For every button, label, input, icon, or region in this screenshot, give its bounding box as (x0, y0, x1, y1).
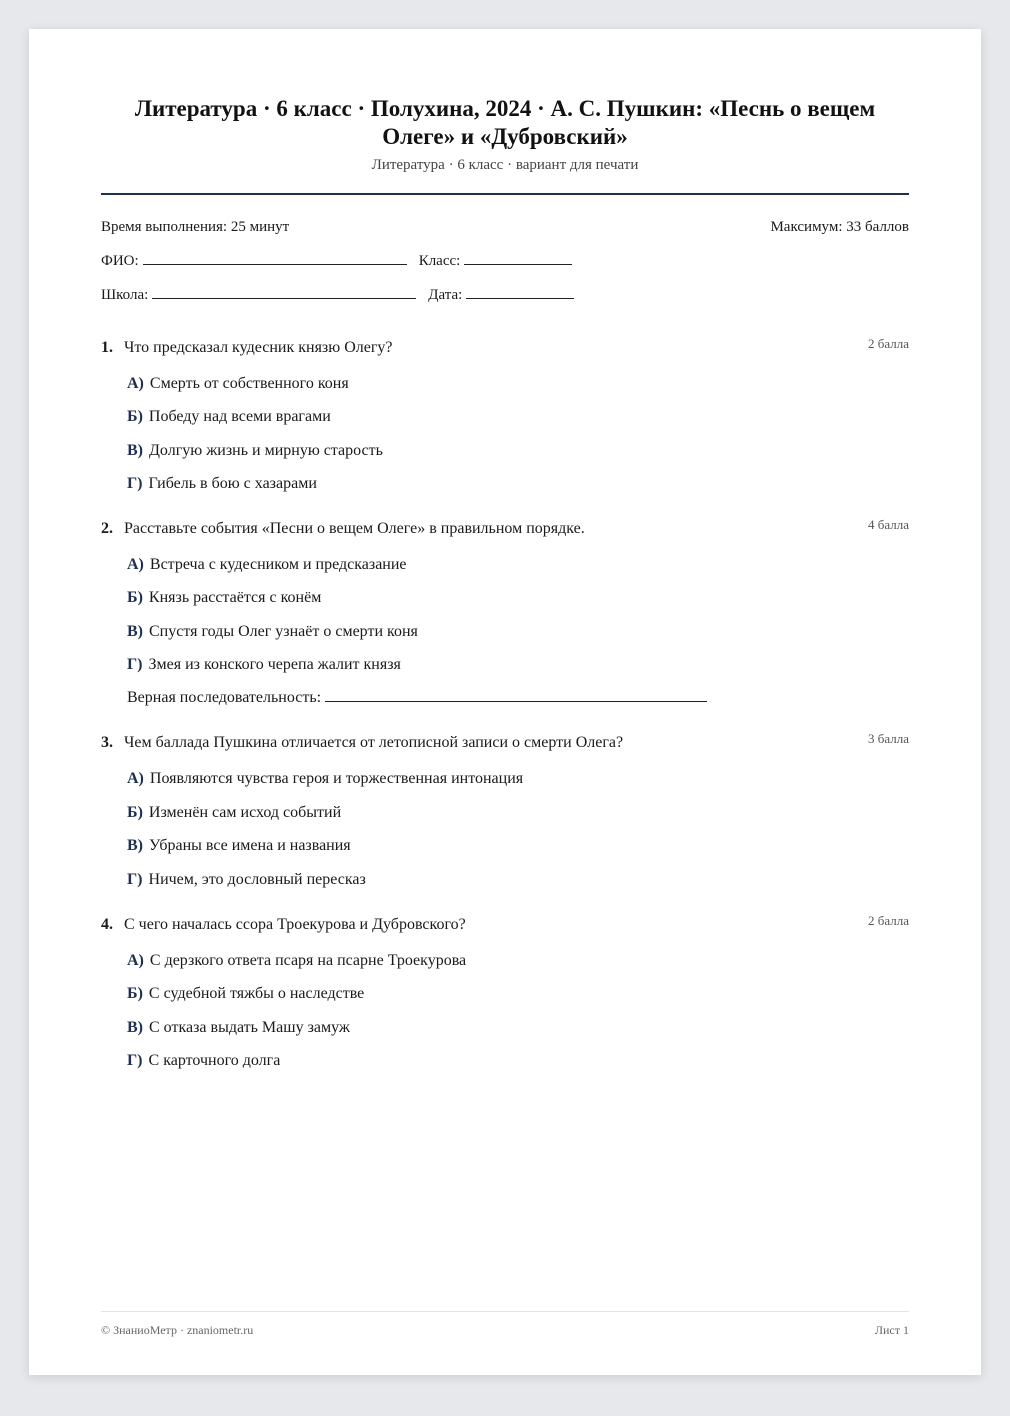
option-letter: В) (127, 1019, 143, 1036)
footer-copyright: © ЗнаниоМетр · znaniometr.ru (101, 1323, 254, 1337)
option-text: Смерть от собственного коня (149, 375, 349, 392)
option-letter: Б) (127, 589, 143, 606)
header-divider (101, 193, 909, 195)
option-text: Ничем, это дословный пересказ (148, 871, 366, 888)
question-points: 4 балла (868, 517, 909, 532)
date-field[interactable] (466, 297, 574, 299)
option-letter: Б) (127, 985, 143, 1002)
question-header (101, 519, 909, 539)
question-text: Расставьте события «Песни о вещем Олеге» в правильном порядке. (124, 520, 585, 537)
question-header (101, 915, 909, 935)
option-letter: Г) (127, 871, 143, 888)
question-number: 3. (101, 734, 113, 751)
option-a[interactable] (127, 951, 466, 971)
sequence-answer-row (127, 689, 719, 707)
option-letter: А) (127, 952, 144, 969)
option-c[interactable] (127, 441, 383, 461)
question-4 (101, 913, 909, 1069)
option-text: Встреча с кудесником и предсказание (149, 556, 407, 573)
question-1 (101, 336, 909, 492)
question-number: 2. (101, 520, 113, 537)
option-letter: Б) (127, 804, 143, 821)
option-letter: В) (127, 442, 143, 459)
time-limit: Время выполнения: 25 минут (101, 219, 290, 235)
question-points: 3 балла (868, 731, 909, 746)
option-text: Победу над всеми врагами (148, 408, 331, 425)
option-text: Долгую жизнь и мирную старость (149, 442, 383, 459)
option-b[interactable] (127, 407, 331, 427)
option-letter: Г) (127, 1052, 143, 1069)
question-points: 2 балла (868, 913, 909, 928)
footer-divider (101, 1311, 909, 1312)
option-letter: Г) (127, 475, 143, 492)
option-c[interactable] (127, 836, 351, 856)
option-letter: В) (127, 837, 143, 854)
option-text: С карточного долга (148, 1052, 281, 1069)
meta-row (101, 219, 909, 236)
question-3 (101, 731, 909, 888)
option-d[interactable] (127, 655, 401, 675)
option-text: Убраны все имена и названия (149, 837, 351, 854)
option-text: Изменён сам исход событий (148, 804, 342, 821)
question-number: 4. (101, 916, 113, 933)
sequence-label: Верная последовательность: (127, 689, 322, 706)
class-label: Класс: (418, 253, 461, 269)
question-text: С чего началась ссора Троекурова и Дубровского? (124, 916, 466, 933)
option-d[interactable] (127, 474, 317, 494)
fio-class-row (101, 253, 584, 270)
option-letter: А) (127, 375, 144, 392)
question-header (101, 733, 909, 753)
school-date-row (101, 287, 586, 304)
max-score: Максимум: 33 баллов (770, 219, 909, 235)
date-label: Дата: (428, 287, 463, 303)
question-2 (101, 517, 909, 706)
sequence-answer-field[interactable] (325, 700, 707, 702)
option-d[interactable] (127, 870, 366, 890)
option-b[interactable] (127, 984, 364, 1004)
page-title: Литература · 6 класс · Полухина, 2024 · А. С. Пушкин: «Песнь о вещем Олеге» и «Дубровский» (134, 96, 876, 149)
option-b[interactable] (127, 803, 341, 823)
question-text: Что предсказал кудесник князю Олегу? (124, 339, 393, 356)
option-text: Князь расстаётся с конём (148, 589, 322, 606)
school-label: Школа: (101, 287, 149, 303)
option-text: Змея из конского черепа жалит князя (148, 656, 401, 673)
page-subtitle: Литература · 6 класс · вариант для печати (371, 157, 639, 173)
question-text: Чем баллада Пушкина отличается от летописной записи о смерти Олега? (124, 734, 624, 751)
option-text: С судебной тяжбы о наследстве (148, 985, 365, 1002)
option-d[interactable] (127, 1051, 280, 1071)
option-letter: Г) (127, 656, 143, 673)
option-a[interactable] (127, 374, 349, 394)
option-text: С дерзкого ответа псаря на псарне Троекурова (149, 952, 467, 969)
worksheet-page (29, 29, 981, 1375)
question-number: 1. (101, 339, 113, 356)
option-text: Появляются чувства героя и торжественная интонация (149, 770, 524, 787)
page-footer (101, 1323, 909, 1338)
option-a[interactable] (127, 769, 523, 789)
class-field[interactable] (464, 263, 572, 265)
option-text: С отказа выдать Машу замуж (149, 1019, 350, 1036)
school-field[interactable] (152, 297, 416, 299)
option-c[interactable] (127, 1018, 350, 1038)
question-points: 2 балла (868, 336, 909, 351)
option-b[interactable] (127, 588, 321, 608)
option-c[interactable] (127, 622, 418, 642)
option-letter: Б) (127, 408, 143, 425)
option-a[interactable] (127, 555, 407, 575)
option-text: Спустя годы Олег узнаёт о смерти коня (149, 623, 418, 640)
fio-label: ФИО: (101, 253, 139, 269)
option-letter: В) (127, 623, 143, 640)
option-letter: А) (127, 556, 144, 573)
question-header (101, 338, 909, 358)
option-text: Гибель в бою с хазарами (148, 475, 317, 492)
fio-field[interactable] (143, 263, 407, 265)
footer-sheet-number: Лист 1 (874, 1323, 909, 1337)
option-letter: А) (127, 770, 144, 787)
